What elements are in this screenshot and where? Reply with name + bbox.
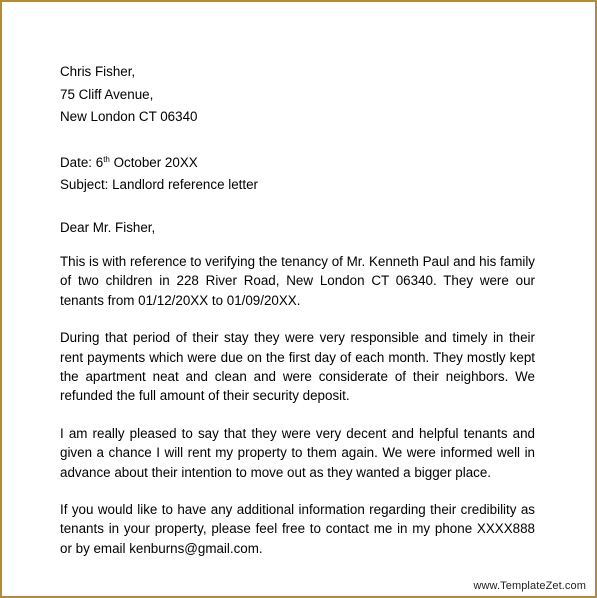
- subject-line: Subject: Landlord reference letter: [60, 177, 259, 192]
- salutation: Dear Mr. Fisher,: [60, 219, 156, 235]
- letter-body: [60, 61, 535, 558]
- sender-name: Chris Fisher,: [60, 64, 136, 79]
- date-rest: October 20XX: [109, 154, 198, 170]
- date-prefix: Date: 6: [60, 154, 104, 170]
- date-ordinal-suffix: th: [103, 154, 110, 164]
- paragraph-recommendation: I am really pleased to say that they were very decent and helpful tenants and given a chance I will rent my property to them again. We were informed well in advance about their intention to move out as they wanted a bigger place.: [60, 425, 535, 480]
- paragraph-contact: If you would like to have any additional information regarding their credibility as tenants in your property, please feel free to contact me in my phone XXXX888 or by email kenburns@gmail.com.: [60, 502, 535, 556]
- watermark: www.TemplateZet.com: [473, 580, 586, 592]
- paragraph-tenancy: This is with reference to verifying the tenancy of Mr. Kenneth Paul and his family of two children in 228 River Road, New London CT 06340. They were our tenants from 01/12/20XX to 01/09/20XX.: [60, 254, 535, 308]
- sender-city: New London CT 06340: [60, 109, 198, 124]
- date-line: [60, 152, 535, 175]
- paragraph-conduct: During that period of their stay they were very responsible and timely in their rent payments which were due on the first day of each month. They mostly kept the apartment neat and clean and were considerate of their neighbors. We refunded the full amount of their security deposit.: [60, 330, 535, 404]
- sender-street: 75 Cliff Avenue,: [60, 86, 154, 102]
